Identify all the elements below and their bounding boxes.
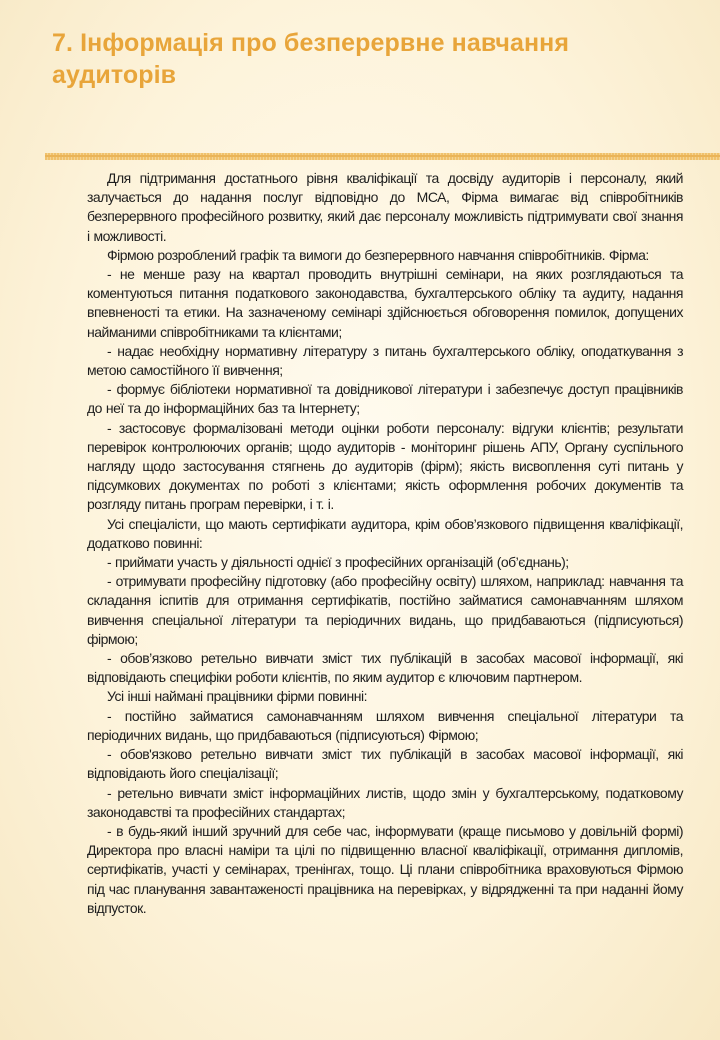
list-item: - ретельно вивчати зміст інформаційних листів, щодо змін у бухгалтерському, податковому законодавстві та професійних стандартах; [87,784,683,820]
list-item: - в будь-який інший зручний для себе час, інформувати (краще письмово у довільній формі) Директора про власні наміри та цілі по підвищенню власної кваліфікації, отримання дипломів, сертифікатів, участі у семінарах, тренінгах, тощо. Ці плани співробітника враховуються Фірмою під час планування завантаженості працівника на перевірках, у відрядженні та при наданні йому відпусток. [87,822,683,916]
list-item: - формує бібліотеки нормативної та довідникової літератури і забезпечує доступ працівників до неї та до інформаційних баз та Інтернету; [87,381,683,417]
paragraph-intro: Для підтримання достатнього рівня кваліфікації та досвіду аудиторів і персоналу, який залучається до надання послуг відповідно до МСА, Фірма вимагає від співробітників безперервного професійного розвитку, який дає персоналу можливість підтримувати свої знання і можливості. [87,170,683,244]
title-divider [45,153,720,160]
list-item: - приймати участь у діяльності однієї з професійних організацій (об’єднань); [107,554,569,571]
paragraph-schedule: Фірмою розроблений графік та вимоги до безперервного навчання співробітників. Фірма: [107,246,649,263]
slide-body [87,169,683,918]
list-item: - постійно займатися самонавчанням шляхом вивчення спеціальної літератури та періодичних видань, що придбаваються (підписуються) Фірмою; [87,707,683,743]
list-item: - надає необхідну нормативну літературу з питань бухгалтерського обліку, оподаткування з метою самостійного її вивчення; [87,342,683,379]
slide-title: 7. Інформація про безперервне навчання аудиторів [52,29,570,89]
paragraph-auditors: Усі спеціалісти, що мають сертифікати аудитора, крім обов’язкового підвищення кваліфікації, додатково повинні: [87,515,683,551]
list-item: - обов’язково ретельно вивчати зміст тих публікацій в засобах масової інформації, які відповідають специфіки роботи клієнтів, по яким аудитор є ключовим партнером. [87,650,683,686]
list-item: - отримувати професійну підготовку (або професійну освіту) шляхом, наприклад: навчання та складання іспитів для отримання сертифікатів, постійно займатися самонавчанням шляхом вивчення спеціальної літератури та періодичних видань, що придбаваються (підписуються) фірмою; [87,573,683,647]
list-item: - обов'язково ретельно вивчати зміст тих публікацій в засобах масової інформації, які відповідають його спеціалізації; [87,746,683,782]
list-item: - застосовує формалізовані методи оцінки роботи персоналу: відгуки клієнтів; результати перевірок контролюючих органів; щодо аудиторів - моніторинг рішень АПУ, Органу суспільного нагляду щодо застосування стягнень до аудиторів (фірм); якість висвоплення суті питань у підсумкових документах по роботі з клієнтами; якість оформлення робочих документів та розгляду питань програм перевірки, і т. і. [87,419,683,513]
list-item: - не менше разу на квартал проводить внутрішні семінари, на яких розглядаються та коментуються питання податкового законодавства, бухгалтерського обліку та аудиту, надання впевненості та етики. На зазначеному семінарі здійснюється обговорення помилок, допущених найманими співробітниками та клієнтами; [87,266,683,340]
paragraph-other-staff: Усі інші наймані працівники фірми повинні: [107,688,367,705]
